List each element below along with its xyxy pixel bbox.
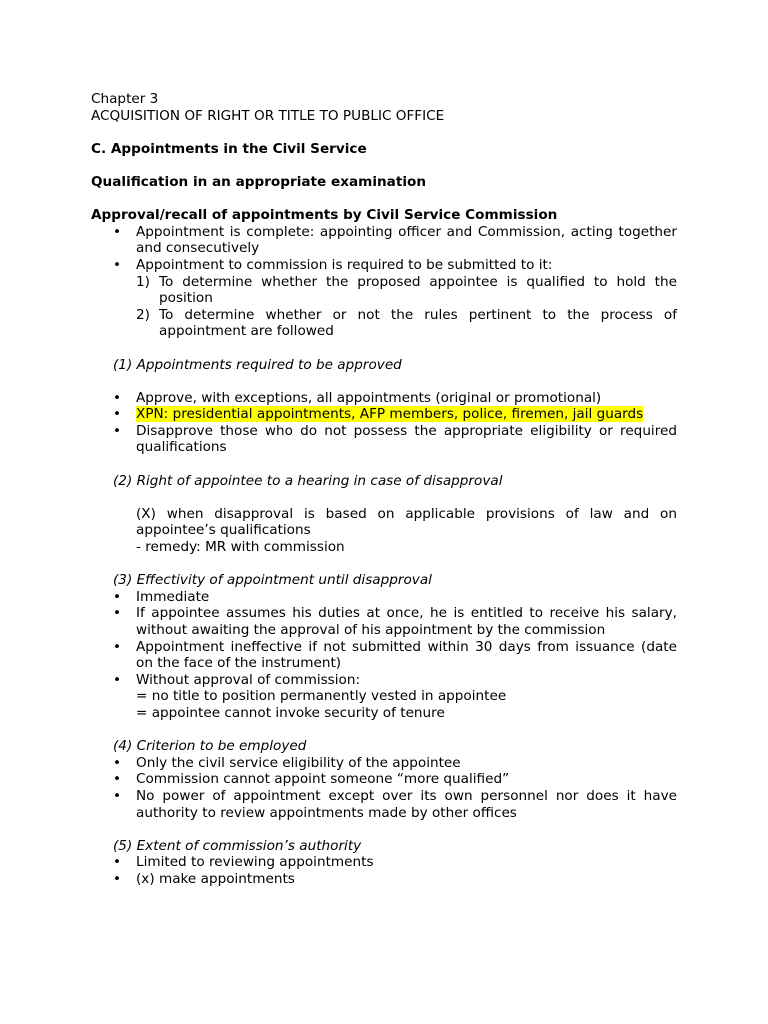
s5-bullet-list: [91, 854, 677, 887]
list-item-text: Commission cannot appoint someone “more qualified”: [136, 771, 510, 788]
bullet-icon: •: [113, 771, 122, 788]
numbered-item-text: To determine whether or not the rules pertinent to the process of appointment are followed: [159, 306, 677, 340]
bullet-icon: •: [113, 406, 122, 423]
subsection-heading-1: (1) Appointments required to be approved: [113, 356, 402, 373]
highlighted-exception-text: XPN: presidential appointments, AFP members, police, firemen, jail guards: [136, 406, 644, 423]
list-item-text: Immediate: [136, 588, 210, 605]
list-item: [91, 406, 677, 423]
list-item-text: Without approval of commission:: [136, 671, 361, 688]
s1-bullet-list: [91, 390, 677, 456]
list-item: [91, 390, 677, 407]
list-item-text: (x) make appointments: [136, 870, 295, 887]
list-item-text: Appointment is complete: appointing officer and Commission, acting together and consecutively: [136, 223, 677, 257]
chapter-label: Chapter 3: [91, 91, 159, 107]
subsection-heading-4: (4) Criterion to be employed: [113, 738, 307, 755]
bullet-icon: •: [113, 223, 122, 240]
list-item-text: Disapprove those who do not possess the appropriate eligibility or required qualifications: [136, 422, 677, 456]
qualification-heading: Qualification in an appropriate examination: [91, 173, 426, 190]
list-item: [91, 755, 677, 772]
bullet-icon: •: [113, 638, 122, 655]
list-item-text: Appointment to commission is required to be submitted to it:: [136, 256, 553, 273]
list-item: [91, 871, 677, 888]
s4-bullet-list: [91, 755, 677, 821]
s2-remedy: - remedy: MR with commission: [136, 539, 345, 556]
list-item: [91, 788, 677, 821]
list-item-text: If appointee assumes his duties at once, he is entitled to receive his salary, without awaiting the approval of his appointment by the commission: [136, 605, 677, 638]
bullet-icon: •: [113, 671, 122, 688]
list-item-text: Approve, with exceptions, all appointments (original or promotional): [136, 389, 602, 406]
s3-sub-line: = no title to position permanently vested in appointee: [136, 688, 507, 705]
item-number: 1): [136, 273, 150, 290]
approval-numbered-list: [91, 274, 677, 340]
numbered-item-text: To determine whether the proposed appointee is qualified to hold the position: [159, 273, 677, 307]
bullet-icon: •: [113, 588, 122, 605]
item-number: 2): [136, 306, 150, 323]
subsection-heading-2: (2) Right of appointee to a hearing in case of disapproval: [113, 472, 503, 489]
bullet-icon: •: [113, 870, 122, 887]
subsection-heading-3: (3) Effectivity of appointment until disapproval: [113, 572, 432, 589]
list-item: [91, 605, 677, 638]
list-item-text: Only the civil service eligibility of the appointee: [136, 754, 461, 771]
list-item: [91, 854, 677, 871]
bullet-icon: •: [113, 256, 122, 273]
section-heading-c: C. Appointments in the Civil Service: [91, 140, 367, 157]
chapter-title: ACQUISITION OF RIGHT OR TITLE TO PUBLIC OFFICE: [91, 107, 445, 124]
list-item: [91, 771, 677, 788]
bullet-icon: •: [113, 787, 122, 804]
list-item-text: Limited to reviewing appointments: [136, 854, 374, 871]
list-item-text: Appointment ineffective if not submitted within 30 days from issuance (date on the face of the instrument): [136, 638, 677, 672]
list-item: [91, 224, 677, 257]
list-item: [91, 639, 677, 672]
list-item: [91, 589, 677, 606]
s3-sub-line: = appointee cannot invoke security of tenure: [136, 704, 445, 721]
numbered-item: [91, 274, 677, 307]
bullet-icon: •: [113, 422, 122, 439]
bullet-icon: •: [113, 605, 122, 622]
document-page: [91, 91, 677, 888]
approval-heading: Approval/recall of appointments by Civil Service Commission: [91, 207, 558, 224]
list-item-text: No power of appointment except over its own personnel nor does it have authority to review appointments made by other offices: [136, 787, 677, 821]
list-item: [91, 257, 677, 274]
bullet-icon: •: [113, 754, 122, 771]
list-item: [91, 672, 677, 722]
numbered-item: [91, 307, 677, 340]
s3-bullet-list: [91, 589, 677, 722]
bullet-icon: •: [113, 389, 122, 406]
approval-bullet-list: [91, 224, 677, 274]
subsection-heading-5: (5) Extent of commission’s authority: [113, 837, 362, 854]
bullet-icon: •: [113, 854, 122, 871]
s2-paragraph: (X) when disapproval is based on applicable provisions of law and on appointee’s qualifications: [136, 505, 677, 539]
list-item: [91, 423, 677, 456]
